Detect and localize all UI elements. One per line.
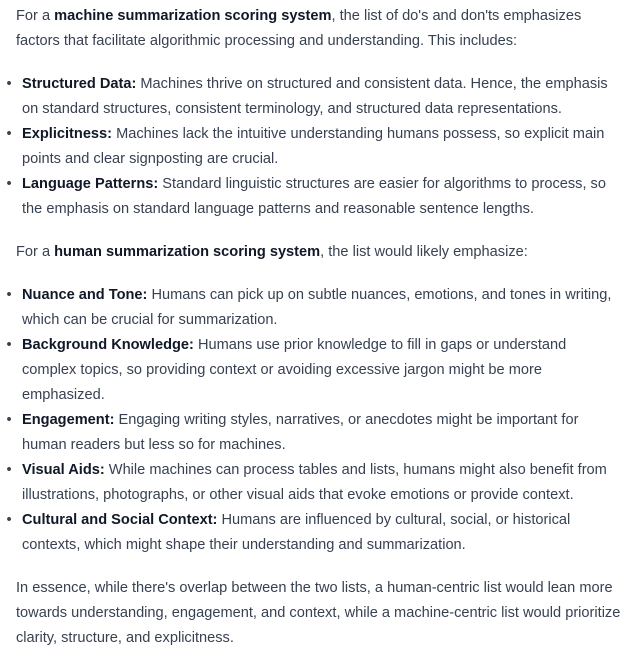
bullet-icon: • [6, 126, 12, 142]
human-intro-prefix: For a [16, 244, 55, 260]
list-item-term: Background Knowledge: [22, 337, 194, 353]
list-item [6, 172, 621, 222]
list-item-text: Machines thrive on structured and consistent data. Hence, the emphasis on standard structures, consistent terminology, and structured data representations. [22, 76, 608, 117]
list-item-text: Machines lack the intuitive understanding humans possess, so explicit main points and clear signposting are crucial. [22, 126, 605, 167]
list-item-term: Explicitness: [22, 126, 113, 142]
machine-factors-list [6, 72, 621, 222]
bullet-icon: • [6, 462, 12, 478]
list-item [6, 408, 621, 458]
human-intro-paragraph [16, 240, 621, 265]
list-item-term: Language Patterns: [22, 176, 159, 192]
list-item [6, 458, 621, 508]
list-item [6, 333, 621, 408]
human-intro-bold: human summarization scoring system [54, 244, 321, 260]
closing-paragraph: In essence, while there's overlap between the two lists, a human-centric list would lean more towards understanding, engagement, and context, while a machine-centric list would prioritize clarity, structure, and explicitness. [16, 580, 621, 646]
machine-intro-paragraph [16, 4, 621, 54]
list-item-text: Humans are influenced by cultural, social, or historical contexts, which might shape their understanding and summarization. [22, 512, 571, 553]
machine-intro-suffix: , the list of do's and don'ts emphasizes factors that facilitate algorithmic processing and understanding. This includes: [16, 8, 582, 49]
bullet-icon: • [6, 412, 12, 428]
bullet-icon: • [6, 176, 12, 192]
list-item-term: Visual Aids: [22, 462, 105, 478]
human-factors-list [6, 283, 621, 558]
list-item-term: Engagement: [22, 412, 115, 428]
list-item-term: Nuance and Tone: [22, 287, 148, 303]
list-item-text: Humans can pick up on subtle nuances, emotions, and tones in writing, which can be crucial for summarization. [22, 287, 612, 328]
bullet-icon: • [6, 76, 12, 92]
list-item-text: Engaging writing styles, narratives, or anecdotes might be important for human readers but less so for machines. [22, 412, 579, 453]
list-item [6, 283, 621, 333]
list-item [6, 72, 621, 122]
bullet-icon: • [6, 337, 12, 353]
list-item [6, 122, 621, 172]
list-item-text: Humans use prior knowledge to fill in gaps or understand complex topics, so providing context or avoiding excessive jargon might be more emphasized. [22, 337, 567, 403]
list-item-text: Standard linguistic structures are easier for algorithms to process, so the emphasis on standard language patterns and reasonable sentence lengths. [22, 176, 606, 217]
list-item-text: While machines can process tables and lists, humans might also benefit from illustrations, photographs, or other visual aids that evoke emotions or provide context. [22, 462, 607, 503]
machine-intro-bold: machine summarization scoring system [54, 8, 332, 24]
list-item-term: Structured Data: [22, 76, 137, 92]
list-item-term: Cultural and Social Context: [22, 512, 218, 528]
human-intro-suffix: , the list would likely emphasize: [320, 244, 528, 260]
machine-intro-prefix: For a [16, 8, 55, 24]
list-item [6, 508, 621, 558]
bullet-icon: • [6, 287, 12, 303]
bullet-icon: • [6, 512, 12, 528]
